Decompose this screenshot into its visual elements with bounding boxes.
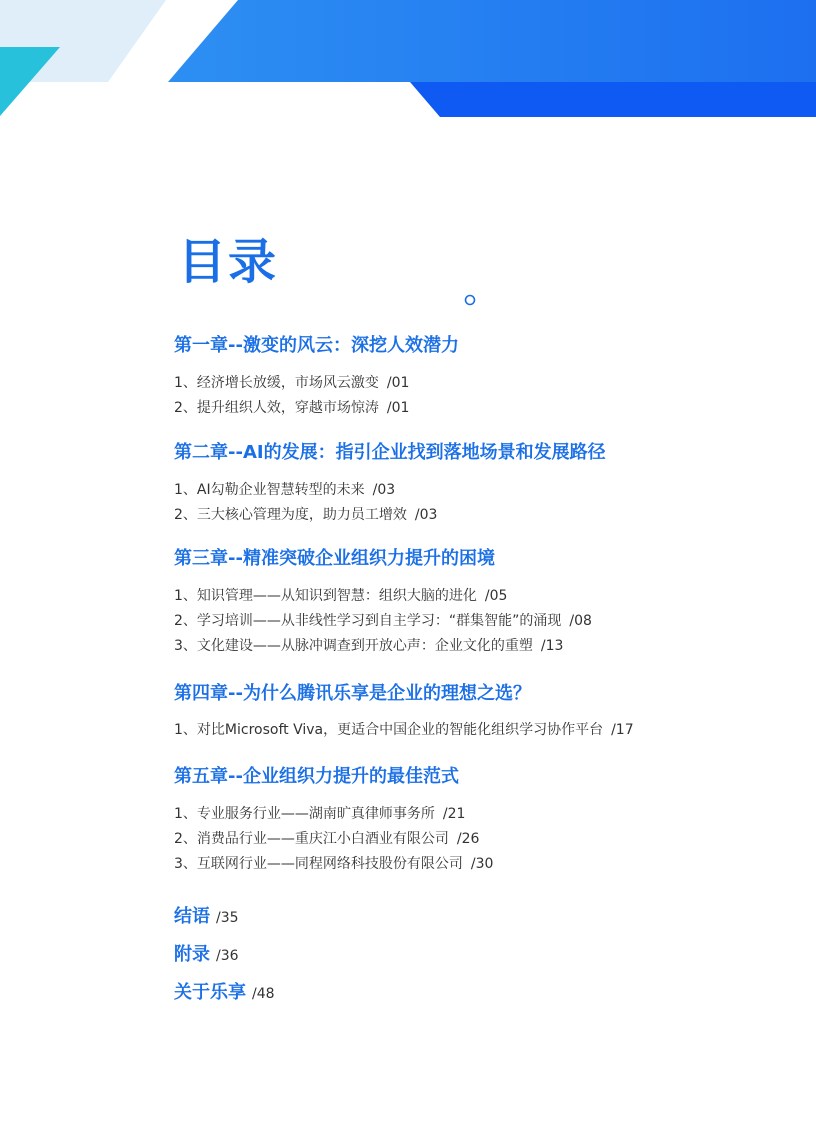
toc-entry-text: 1、经济增长放缓，市场风云激变 — [174, 375, 379, 391]
blue-band — [168, 0, 816, 82]
toc-conclusion-label: 结语 — [174, 906, 210, 927]
toc-entry-text: 1、对比Microsoft Viva，更适合中国企业的智能化组织学习协作平台 — [174, 722, 604, 738]
chapter-3-title[interactable]: 第三章--精准突破企业组织力提升的困境 — [174, 548, 495, 569]
chapter-5-title[interactable]: 第五章--企业组织力提升的最佳范式 — [174, 766, 459, 787]
toc-conclusion-page: /35 — [216, 910, 239, 926]
chapter-4-title[interactable]: 第四章--为什么腾讯乐享是企业的理想之选？ — [174, 683, 531, 704]
toc-entry-page: /21 — [442, 806, 466, 822]
toc-entry-text: 2、提升组织人效，穿越市场惊涛 — [174, 400, 379, 416]
toc-entry[interactable] — [174, 854, 493, 874]
toc-appendix[interactable] — [174, 940, 239, 966]
chapter-1-title[interactable]: 第一章--激变的风云：深挖人效潜力 — [174, 335, 459, 356]
toc-entry-text: 3、文化建设——从脉冲调查到开放心声：企业文化的重塑 — [174, 638, 533, 654]
toc-entry-page: /03 — [414, 507, 438, 523]
toc-entry-page: /01 — [386, 400, 410, 416]
header-decoration — [0, 0, 816, 125]
toc-entry-page: /01 — [386, 375, 410, 391]
chapter-2-title[interactable]: 第二章--AI的发展：指引企业找到落地场景和发展路径 — [174, 442, 606, 463]
toc-entry-text: 3、互联网行业——同程网络科技股份有限公司 — [174, 856, 463, 872]
toc-entry-text: 1、专业服务行业——湖南旷真律师事务所 — [174, 806, 435, 822]
toc-entry[interactable] — [174, 586, 507, 606]
toc-entry-text: 1、AI勾勒企业智慧转型的未来 — [174, 482, 365, 498]
toc-entry-text: 1、知识管理——从知识到智慧：组织大脑的进化 — [174, 588, 477, 604]
toc-entry[interactable] — [174, 398, 409, 418]
toc-entry[interactable] — [174, 480, 395, 500]
toc-about-label: 关于乐享 — [174, 982, 246, 1003]
toc-entry[interactable] — [174, 829, 479, 849]
toc-about-page: /48 — [252, 986, 275, 1002]
toc-entry[interactable] — [174, 804, 465, 824]
toc-conclusion[interactable] — [174, 902, 239, 928]
toc-entry-text: 2、学习培训——从非线性学习到自主学习：“群集智能”的涌现 — [174, 613, 562, 629]
toc-entry-text: 2、消费品行业——重庆江小白酒业有限公司 — [174, 831, 449, 847]
title-underline — [168, 292, 480, 308]
toc-entry[interactable] — [174, 636, 563, 656]
toc-appendix-page: /36 — [216, 948, 239, 964]
toc-entry-page: /08 — [569, 613, 592, 629]
toc-entry-page: /05 — [484, 588, 508, 604]
toc-entry-text: 2、三大核心管理为度，助力员工增效 — [174, 507, 407, 523]
toc-entry-page: /30 — [470, 856, 494, 872]
toc-entry[interactable] — [174, 505, 437, 525]
toc-entry-page: /03 — [372, 482, 396, 498]
toc-entry[interactable] — [174, 373, 409, 393]
underline-end-circle — [466, 296, 475, 305]
toc-title: 目录 — [178, 234, 279, 290]
toc-appendix-label: 附录 — [174, 944, 210, 965]
toc-about[interactable] — [174, 978, 275, 1004]
toc-entry-page: /13 — [540, 638, 564, 654]
deep-blue-strip — [410, 82, 816, 117]
toc-entry-page: /17 — [611, 722, 634, 738]
toc-entry[interactable] — [174, 720, 634, 740]
toc-entry[interactable] — [174, 611, 592, 631]
toc-entry-page: /26 — [456, 831, 480, 847]
